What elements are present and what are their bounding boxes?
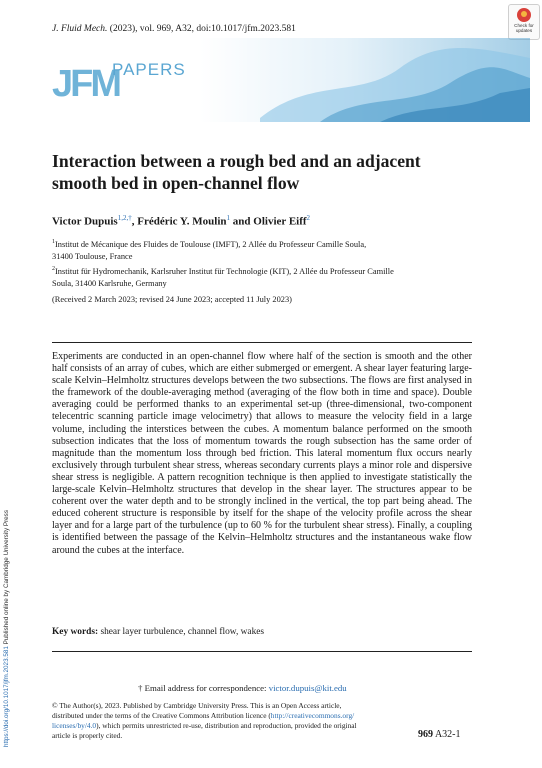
received-dates: (Received 2 March 2023; revised 24 June 2023; accepted 11 July 2023) [52, 295, 292, 304]
author-name: Victor Dupuis [52, 215, 118, 228]
doi-link[interactable]: https://doi.org/10.1017/jfm.2023.581 [3, 646, 10, 747]
jfm-logo [52, 62, 119, 106]
author-name: Olivier Eiff [253, 215, 307, 228]
crossmark-icon [517, 8, 531, 22]
license-link[interactable]: http://creativecommons.org/ [270, 711, 355, 720]
correspondence-footnote: † Email address for correspondence: victor.dupuis@kit.edu [138, 683, 347, 693]
check-for-updates-badge[interactable] [508, 4, 540, 40]
author-affiliation-marker[interactable]: 1 [226, 214, 231, 222]
page-number: 969 A32-1 [418, 729, 461, 740]
wave-banner-image [200, 38, 530, 122]
affiliation: $^2$Institut für Hydromechanik, Karlsruher Institut für Technologie (KIT), 2 Allée du Professeur Camille Soula, 31400 Karlsruhe, Germany [52, 266, 394, 288]
title-line-1: Interaction between a rough bed and an adjacent [52, 151, 421, 171]
license-link[interactable]: licenses/by/4.0 [52, 721, 97, 730]
divider [52, 651, 472, 652]
keywords [52, 627, 264, 637]
email-link[interactable]: victor.dupuis@kit.edu [268, 683, 347, 693]
doi-sidebar: https://doi.org/10.1017/jfm.2023.581 Published online by Cambridge University Press [3, 510, 10, 747]
citation-details: (2023), vol. 969, A32, doi:10.1017/jfm.2023.581 [109, 24, 296, 34]
affiliation: $^1$Institut de Mécanique des Fluides de Toulouse (IMFT), 2 Allée du Professeur Camille Soula, 31400 Toulouse, France [52, 239, 367, 261]
license-notice: © The Author(s), 2023. Published by Cambridge University Press. This is an Open Access article, distributed under the terms of the Creative Commons Attribution licence (http://creativecommons.org/ licenses/by/4.0), which permits unrestricted re-use, distribution and reproduction, provided the original article is properly cited. [52, 701, 357, 740]
papers-label: PAPERS [112, 60, 186, 79]
title-line-2: smooth bed in open-channel flow [52, 173, 300, 193]
keywords-label: Key words: [52, 627, 99, 637]
journal-citation [52, 24, 296, 34]
author-list: Victor Dupuis$^{1,2,\dagger}$, Frédéric Y. Moulin$^1$ and Olivier Eiff$^2$ [52, 214, 311, 228]
divider [52, 342, 472, 343]
keywords-text: shear layer turbulence, channel flow, wakes [100, 627, 265, 637]
abstract-text: Experiments are conducted in an open-channel flow where half of the section is smooth and the other half consists of an array of cubes, which are either submerged or emergent. A shear layer featuring large-scale Kelvin–Helmholtz structures develops between the two subsections. The flows are first analysed in the framework of the double-averaging method (averaging of the flow both in time and space). Double averaging could be performed thanks to an experimental set-up (three-dimensional, two-component telecentric scanning particle image velocimetry) that allows to measure the velocity field in a large volume, including the interstices between the cubes. A momentum balance performed on the smooth subsection indicates that the loss of momentum towards the rough subsection has the same order of magnitude than the momentum loss through bed friction. This lateral momentum flux occurs nearly exclusively through turbulent shear stress, whereas secondary currents plays a minor role and dispersive shear stress is negligible. A pattern recognition technique is then applied to investigate statistically the large-scale Kelvin–Helmholtz structures that develop in the shear layer. The structures appear to be coherent over the water depth and to be strongly inclined in the vertical, the top part being ahead. The educed coherent structure is responsible by itself for the shape of the velocity profile across the shear layer and for a large part of the turbulence (up to 60 % for the turbulent shear stress). Finally, a coupling is identified between the passage of the Kelvin–Helmholtz structures and the instantaneous wake flow around the cubes at the interface. [52, 351, 472, 556]
author-affiliation-marker[interactable]: 1,2,† [117, 214, 132, 222]
logo-letters: JFM [52, 63, 119, 105]
badge-text: Check for updates [514, 23, 534, 33]
author-affiliation-marker[interactable]: 2 [306, 214, 311, 222]
journal-name: J. Fluid Mech. [52, 24, 108, 34]
author-name: Frédéric Y. Moulin [137, 215, 227, 228]
article-title [52, 150, 492, 194]
